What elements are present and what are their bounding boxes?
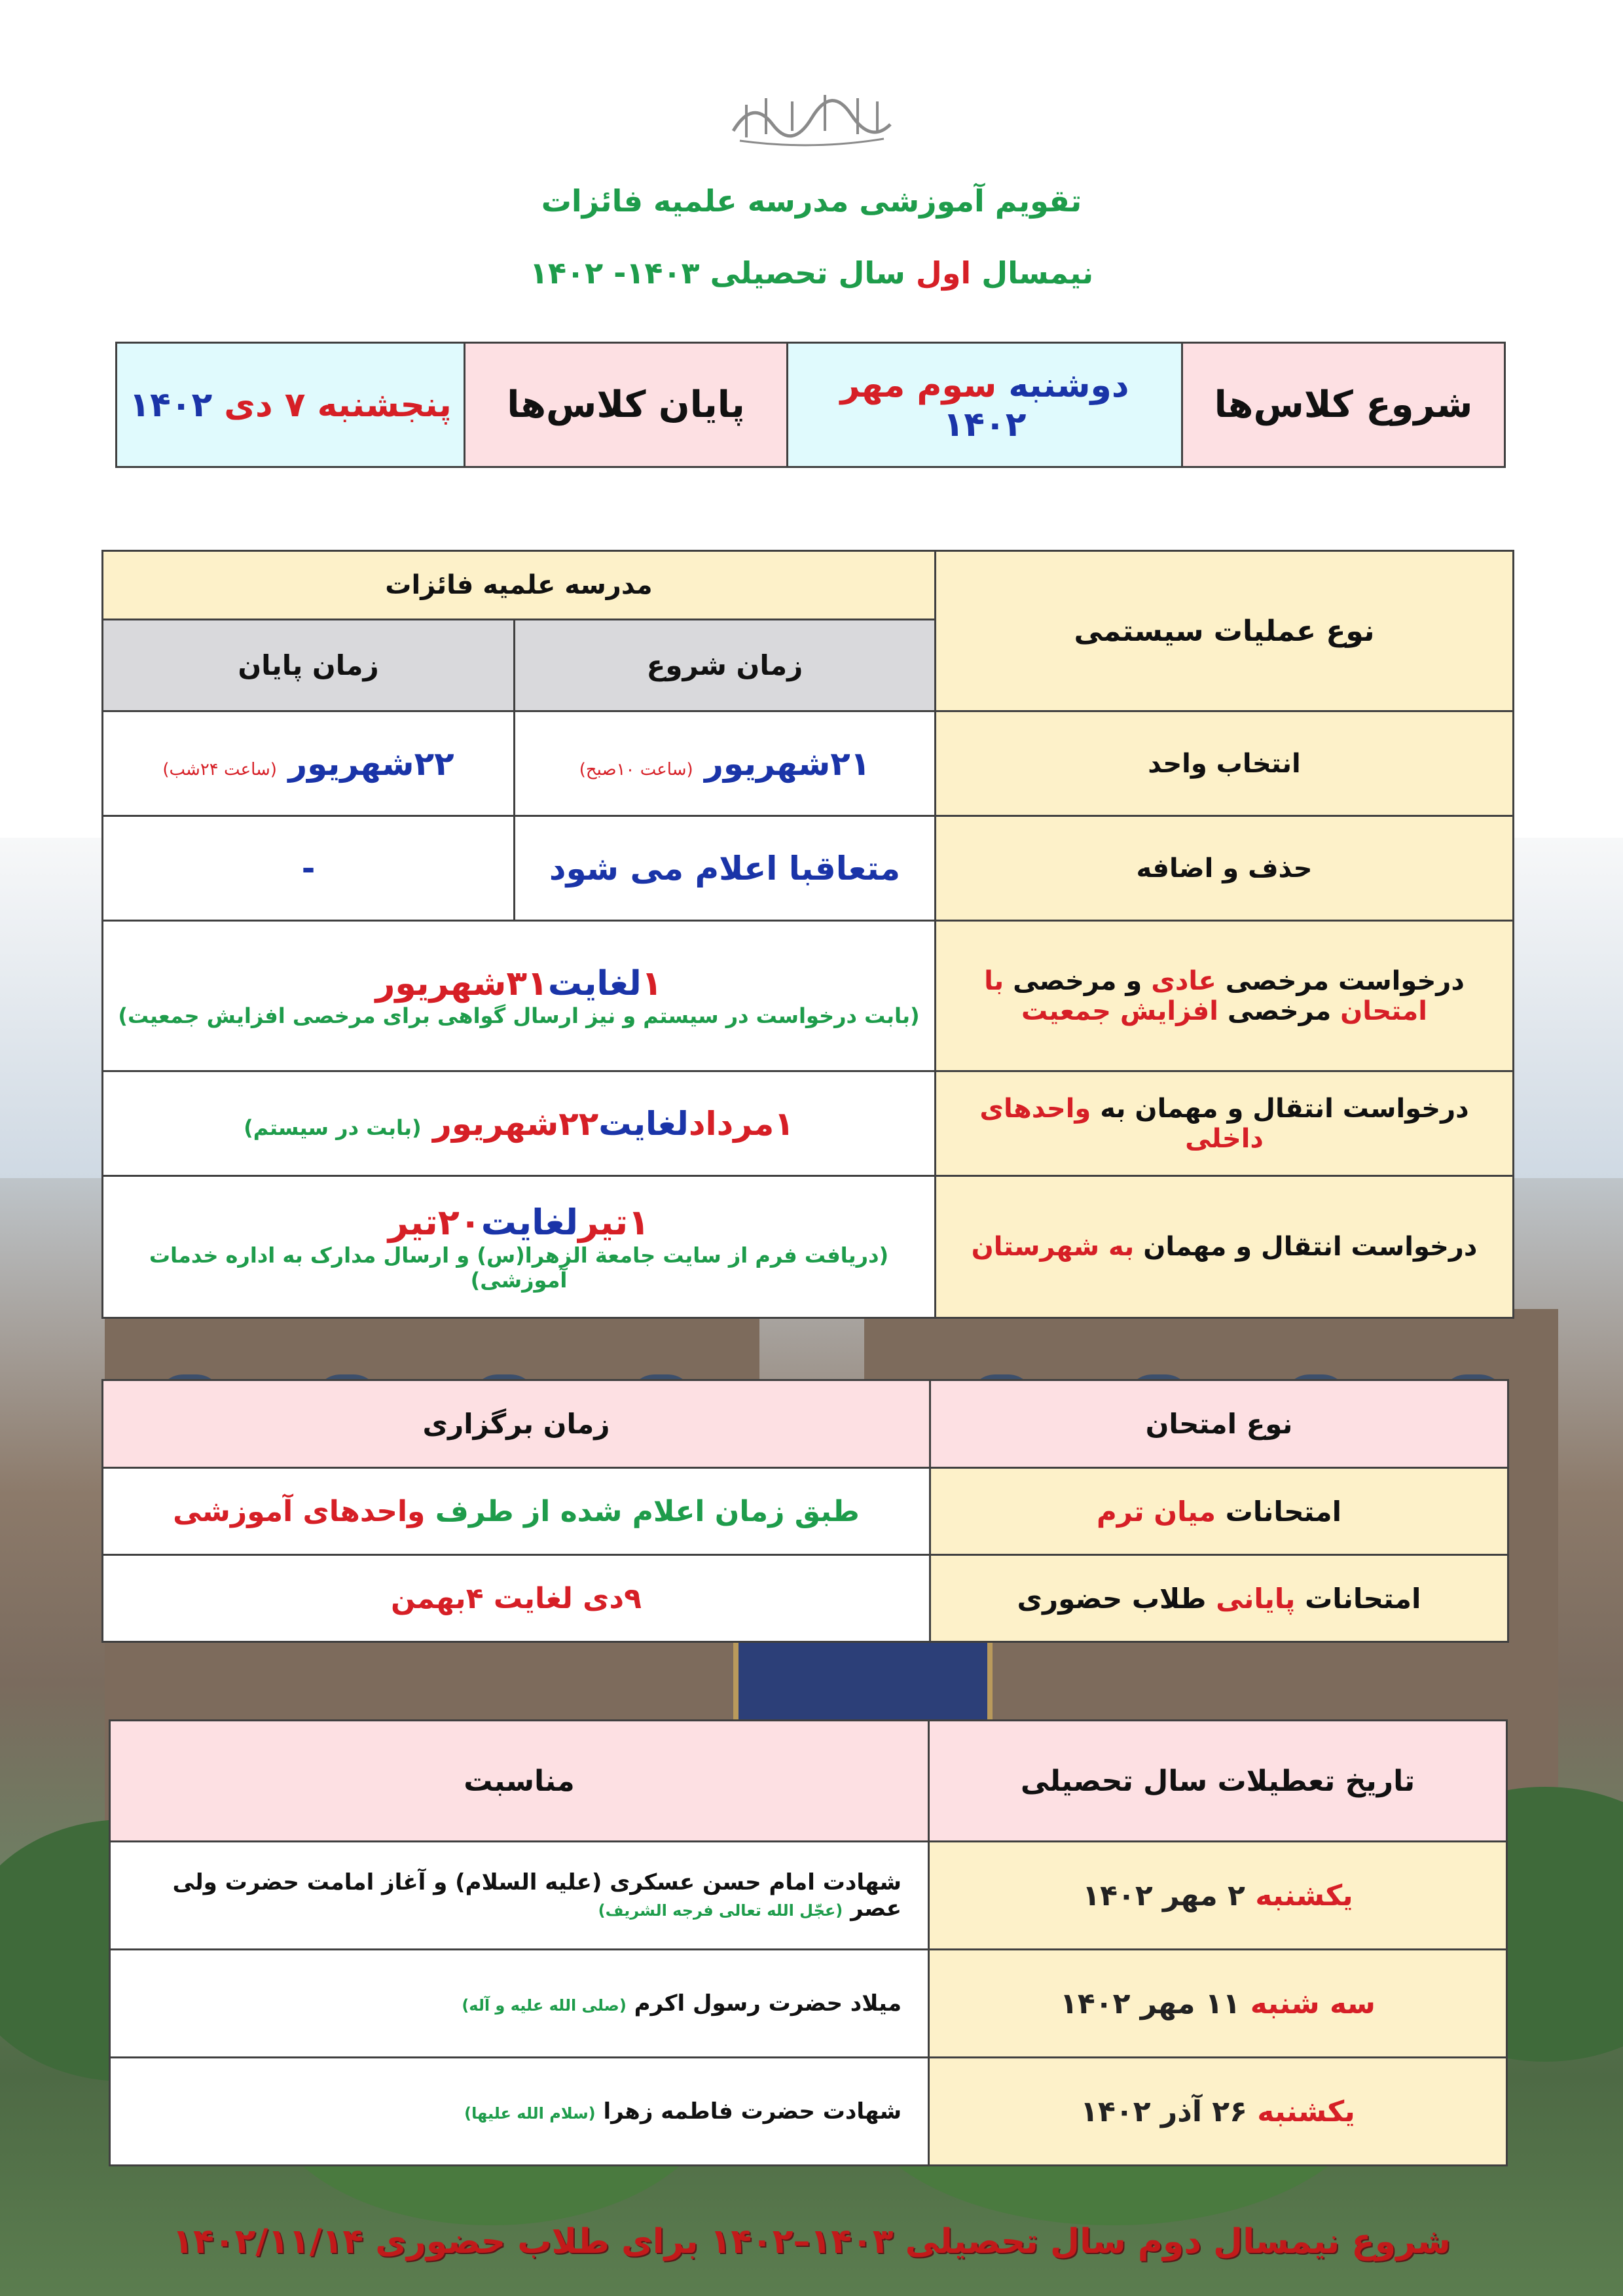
exams-type-red: میان ترم [1096,1495,1216,1528]
exams-type-text: طلاب حضوری [1017,1582,1207,1615]
classes-table [115,342,1506,468]
ops-span-to: ۳۱شهریور [375,963,548,1003]
ops-span-cell [103,1176,936,1318]
holiday-occasion: میلاد حضرت رسول اکرم [634,1990,902,2017]
basmala-calligraphy [727,79,897,151]
ops-start-cell: متعاقبا اعلام می شود [515,816,936,921]
ops-type-text: و مرخصی [1013,965,1142,996]
ops-end-date: ۲۲شهریور [288,744,454,783]
ops-span-until: لغایت [481,1201,579,1243]
exams-time-green: طبق زمان اعلام شده از طرف [435,1494,860,1528]
subtitle-highlight: اول [915,255,972,291]
classes-start-day: دوشنبه [1008,365,1129,405]
ops-span-from: ۱مرداد [688,1104,794,1143]
exams-type-text: امتحانات [1305,1582,1421,1615]
holiday-note: (صلی الله علیه و آله) [462,1996,627,2015]
classes-end-year: ۱۴۰۲ [129,385,213,425]
ops-span-note: (بابت در سیستم) [244,1115,422,1140]
holiday-note: (سلام الله علیها) [464,2104,596,2123]
holiday-date-cell [929,1842,1507,1950]
ops-type-cell: حذف و اضافه [936,816,1514,921]
exams-type-header: نوع امتحان [930,1380,1508,1468]
ops-type-text: مرخصی [1227,996,1332,1026]
holidays-date-header: تاریخ تعطیلات سال تحصیلی [929,1721,1507,1842]
holiday-date-cell [929,2058,1507,2166]
holiday-date: ۲۶ آذر ۱۴۰۲ [1080,2094,1247,2128]
ops-span-to: ۲۲شهریور [433,1104,599,1143]
ops-type-cell [936,1071,1514,1176]
ops-end-cell [103,711,515,816]
holiday-occasion: شهادت امام حسن عسکری (علیه السلام) و آغاز امامت حضرت ولی عصر [172,1869,902,1922]
page-title: تقویم آموزشی مدرسه علمیه فائزات [541,183,1082,219]
classes-start-date-red: سوم مهر [840,365,997,405]
holiday-occasion-cell [110,1950,929,2058]
exams-time-cell: ۹دی لغایت ۴بهمن [103,1555,930,1642]
classes-start-date [788,343,1182,467]
classes-end-label: پایان کلاس‌ها [465,343,788,467]
ops-type-red: با امتحان [984,965,1427,1026]
holiday-day: یکشنبه [1257,2094,1355,2128]
page-subtitle [0,255,1623,291]
holiday-date: ۱۱ مهر ۱۴۰۲ [1060,1986,1241,2020]
holiday-occasion: شهادت حضرت فاطمه زهرا [603,2098,902,2125]
holiday-date: ۲ مهر ۱۴۰۲ [1082,1878,1245,1912]
classes-end-date [117,343,465,467]
holiday-occasion-cell [110,1842,929,1950]
ops-type-header: نوع عملیات سیستمی [936,551,1514,711]
holiday-day: یکشنبه [1255,1878,1353,1912]
ops-start-cell [515,711,936,816]
classes-start-year: ۱۴۰۲ [943,404,1027,444]
ops-type-red: به شهرستان [971,1232,1135,1262]
ops-start-note: (ساعت ۱۰صبح) [579,759,693,780]
exams-table [101,1379,1509,1643]
ops-span-to: ۲۰تیر [388,1201,481,1243]
subtitle-part2: سال تحصیلی ۱۴۰۳- ۱۴۰۲ [529,255,905,291]
ops-span-from: ۱تیر [578,1201,650,1243]
subtitle-part1: نیمسال [981,255,1094,291]
exams-type-text: امتحانات [1225,1495,1342,1528]
holiday-day: سه شنبه [1250,1986,1376,2020]
ops-span-until: لغایت [598,1104,689,1143]
ops-span-until: لغایت [547,963,642,1003]
ops-start-header: زمان شروع [515,620,936,711]
ops-span-note: (دریافت فرم از سایت جامعة الزهرا(س) و ارسال مدارک به اداره خدمات آموزشی) [149,1242,889,1293]
exams-time-header: زمان برگزاری [103,1380,930,1468]
system-ops-table [101,550,1514,1319]
ops-span-cell [103,921,936,1071]
ops-type-cell [936,921,1514,1071]
ops-start-date: ۲۱شهریور [704,744,871,783]
holiday-note: (عجّل الله تعالی فرجه الشریف) [598,1901,843,1920]
ops-span-cell [103,1071,936,1176]
exams-type-cell [930,1555,1508,1642]
ops-span-from: ۱ [641,963,663,1003]
footer-announcement: شروع نیمسال دوم سال تحصیلی ۱۴۰۳–۱۴۰۲ برای طلاب حضوری ۱۴۰۲/۱۱/۱۴ [172,2222,1451,2261]
ops-type-text: درخواست انتقال و مهمان به [1100,1093,1469,1124]
ops-end-note: (ساعت ۲۴شب) [162,759,277,780]
ops-type-red: افزایش جمعیت [1021,996,1218,1026]
exams-time-cell [103,1468,930,1555]
classes-start-label: شروع کلاس‌ها [1182,343,1505,467]
holiday-date-cell [929,1950,1507,2058]
ops-type-cell [936,1176,1514,1318]
holiday-occasion-cell [110,2058,929,2166]
holidays-occasion-header: مناسبت [110,1721,929,1842]
ops-school-header: مدرسه علمیه فائزات [103,551,936,620]
holidays-table [109,1719,1508,2166]
exams-time-red: واحدهای آموزشی [173,1494,426,1528]
ops-type-text: درخواست مرخصی [1225,965,1465,996]
classes-end-date-red: ۷ دی [224,385,306,425]
exams-type-cell [930,1468,1508,1555]
ops-type-red: واحدهای داخلی [979,1093,1264,1154]
ops-type-cell: انتخاب واحد [936,711,1514,816]
classes-end-day: پنجشنبه [317,385,452,425]
ops-type-text: درخواست انتقال و مهمان [1143,1232,1478,1262]
ops-end-cell: - [103,816,515,921]
ops-span-note: (بابت درخواست در سیستم و نیز ارسال گواهی برای مرخصی افزایش جمعیت) [118,1003,920,1028]
ops-type-red: عادی [1151,965,1216,996]
ops-end-header: زمان پایان [103,620,515,711]
exams-type-red: پایانی [1216,1582,1296,1615]
